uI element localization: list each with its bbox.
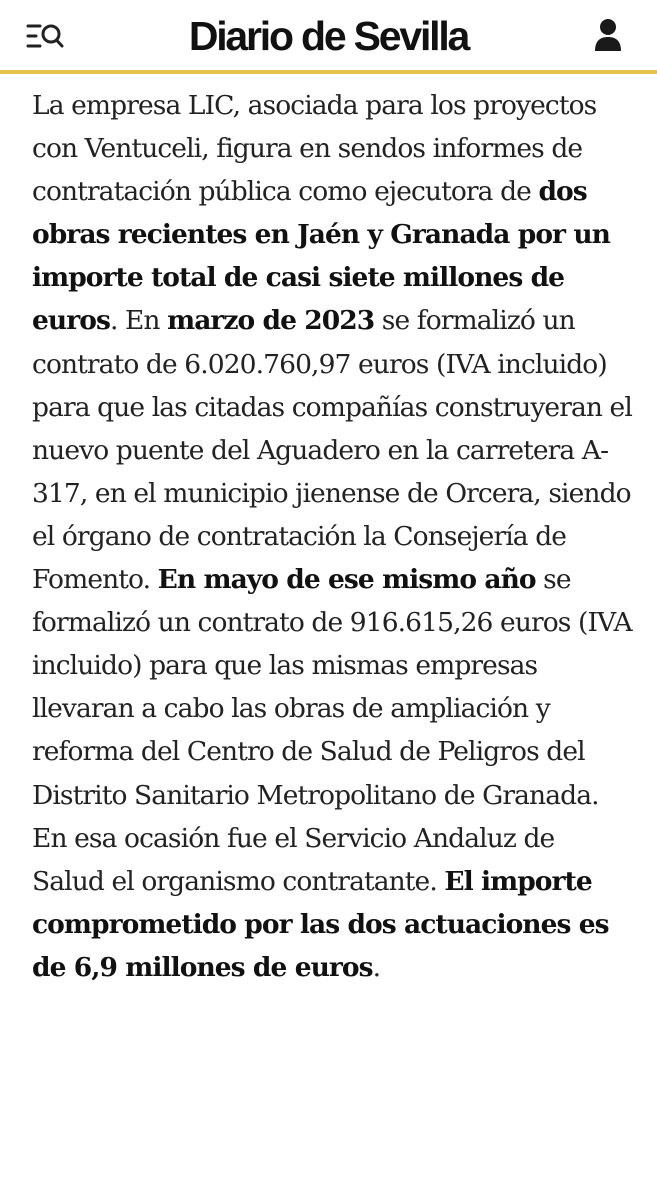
article-highlight: marzo de 2023 — [167, 305, 375, 337]
article-text: La empresa LIC, asociada para los proyectos con Ventuceli, figura en sendos informes de contratación pública como ejecutora de — [32, 90, 597, 208]
user-account-button[interactable] — [592, 17, 624, 53]
article-text: se formalizó un contrato de 6.020.760,97 euros (IVA incluido) para que las citadas compañías construyeran el nuevo puente del Aguadero en la carretera A-317, en el municipio jienense de Orcera, siendo el órgano de contratación la Consejería de Fomento. — [32, 305, 632, 596]
article-text: . — [372, 951, 381, 983]
article-text: . En — [109, 305, 168, 337]
article-highlight: dos obras recientes en Jaén y Granada por un importe total de casi siete millones de euros — [32, 176, 610, 337]
article-highlight: En mayo de ese mismo año — [157, 564, 536, 596]
article-highlight: El importe comprometido por las dos actuaciones es de 6,9 millones de euros — [32, 865, 609, 983]
site-header — [0, 0, 657, 74]
article-paragraph — [32, 84, 632, 989]
user-icon — [592, 17, 624, 53]
site-logo[interactable]: Diario de Sevilla — [188, 13, 469, 59]
article-text: se formalizó un contrato de 916.615,26 euros (IVA incluido) para que las mismas empresas llevaran a cabo las obras de ampliación y reforma del Centro de Salud de Peligros del Distrito Sanitario Metropolitano de Granada. En esa ocasión fue el Servicio Andaluz de Salud el organismo contratante. — [32, 564, 632, 897]
